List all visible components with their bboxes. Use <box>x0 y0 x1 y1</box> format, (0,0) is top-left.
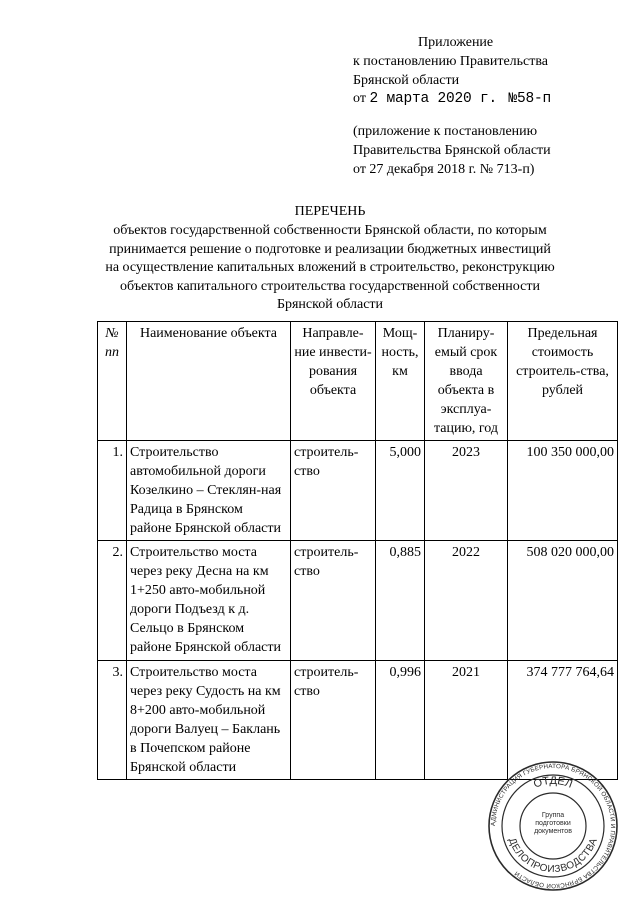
appendix-line-1: к постановлению Правительства <box>353 54 549 69</box>
appendix-title: Приложение <box>418 35 494 50</box>
stamp-middle-bottom-textpath: ДЕЛОПРОИЗВОДСТВА <box>506 836 600 876</box>
row-term: 2023 <box>425 441 508 541</box>
appendix-date-line <box>353 91 551 107</box>
title-line-5: Брянской области <box>276 297 384 312</box>
header-direction: Направле-ние инвести-рования объекта <box>291 322 376 441</box>
header-power: Мощ-ность, км <box>376 322 425 441</box>
row-term: 2022 <box>425 541 508 661</box>
header-cost: Предельная стоимость строитель-ства, рублей <box>508 322 618 441</box>
table-header-row <box>98 322 618 441</box>
stamp-middle-top-textpath: ОТДЕЛ <box>532 774 575 791</box>
row-name: Строительство автомобильной дороги Козелкино – Стеклян-ная Радица в Брянском районе Брянской области <box>127 441 291 541</box>
header-num: № пп <box>98 322 127 441</box>
document-number: №58-п <box>508 91 551 107</box>
row-power: 0,885 <box>376 541 425 661</box>
stamp-middle-top-text <box>532 775 574 791</box>
date-value: 2 марта 2020 г. <box>369 91 497 107</box>
row-direction: строитель-ство <box>291 661 376 780</box>
row-cost: 374 777 764,64 <box>508 661 618 780</box>
row-num: 1. <box>98 441 127 541</box>
title-line-3: на осуществление капитальных вложений в строительство, реконструкцию <box>105 260 555 275</box>
row-cost: 100 350 000,00 <box>508 441 618 541</box>
table-row <box>98 541 618 661</box>
appendix-line-2: Брянской области <box>353 73 460 88</box>
original-appendix-line-3: от 27 декабря 2018 г. № 713-п) <box>353 162 535 177</box>
header-name: Наименование объекта <box>127 322 291 441</box>
document-heading: ПЕРЕЧЕНЬ <box>294 204 366 219</box>
row-power: 0,996 <box>376 661 425 780</box>
title-line-1: объектов государственной собственности Брянской области, по которым <box>113 223 547 238</box>
title-line-4: объектов капитального строительства государственной собственности <box>120 279 540 294</box>
row-name: Строительство моста через реку Десна на км 1+250 авто-мобильной дороги Подъезд к д. Сельцо в Брянском районе Брянской области <box>127 541 291 661</box>
stamp-outer-textpath: АДМИНИСТРАЦИЯ ГУБЕРНАТОРА БРЯНСКОЙ ОБЛАСТИ И ПРАВИТЕЛЬСТВА БРЯНСКОЙ ОБЛАСТИ <box>489 762 617 890</box>
title-line-2: принимается решение о подготовке и реализации бюджетных инвестиций <box>109 242 551 257</box>
row-num: 3. <box>98 661 127 780</box>
objects-table <box>97 321 618 780</box>
stamp-inner-text: Группа подготовки документов <box>534 812 572 835</box>
row-name: Строительство моста через реку Судость на км 8+200 авто-мобильной дороги Валуец – Баклань в Почепском районе Брянской области <box>127 661 291 780</box>
row-term: 2021 <box>425 661 508 780</box>
table-row <box>98 441 618 541</box>
original-appendix-line-2: Правительства Брянской области <box>353 143 551 158</box>
row-power: 5,000 <box>376 441 425 541</box>
date-prefix: от <box>353 91 366 106</box>
row-direction: строитель-ство <box>291 441 376 541</box>
row-cost: 508 020 000,00 <box>508 541 618 661</box>
header-term: Планиру-емый срок ввода объекта в эксплуа-тацию, год <box>425 322 508 441</box>
row-num: 2. <box>98 541 127 661</box>
original-appendix-line-1: (приложение к постановлению <box>353 124 538 139</box>
stamp-inner-box <box>525 808 581 844</box>
office-stamp <box>487 760 619 892</box>
row-direction: строитель-ство <box>291 541 376 661</box>
